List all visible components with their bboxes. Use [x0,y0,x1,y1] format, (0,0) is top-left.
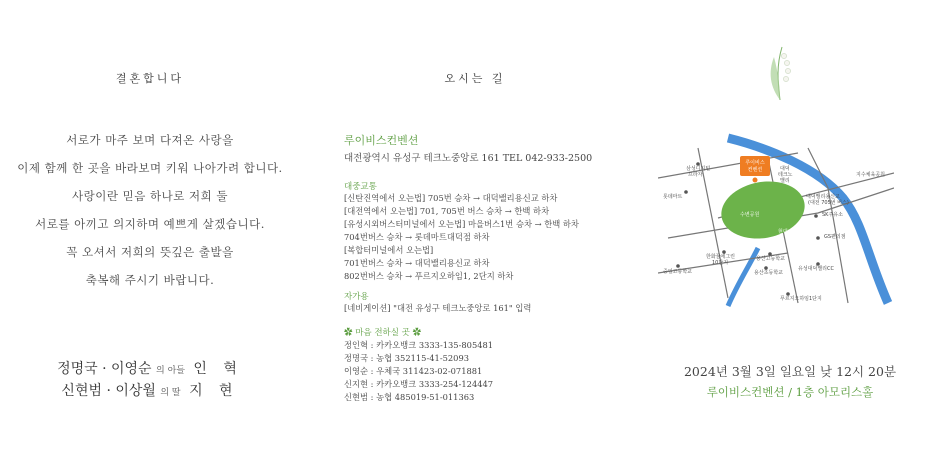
svg-text:삼성디지털: 삼성디지털 [686,166,711,172]
accounts-heading-row [344,326,421,338]
svg-text:푸르지오하임1단지: 푸르지오하임1단지 [780,296,822,302]
svg-text:지수체육공원: 지수체육공원 [856,172,885,178]
bride-relation: 의 딸 [160,388,181,398]
svg-text:테크노: 테크노 [778,172,793,178]
svg-text:용산고등학교: 용산고등학교 [756,256,785,262]
transit-line: [복합터미널에서 오는법] [344,245,434,255]
svg-text:한화꿈에그린: 한화꿈에그린 [706,254,735,260]
location-map [658,128,894,308]
transit-line: [신탄진역에서 오는법] 705번 승차 → 대덕밸리용신교 하차 [344,193,558,203]
venue-pin [740,156,770,176]
transit-line: 701번버스 승차 → 대덕밸리용신교 하차 [344,258,490,268]
transit-line: [대전역에서 오는법] 701, 705번 버스 승차 → 한백 하차 [344,206,550,216]
venue-name: 루이비스컨벤션 [344,134,419,147]
svg-text:SK주유소: SK주유소 [822,212,843,218]
pin-dot [753,178,758,183]
svg-text:용산초등학교: 용산초등학교 [754,270,783,276]
invitation-panel [0,0,300,459]
transit-line: 704번버스 승차 → 롯데마트대덕점 하차 [344,232,490,242]
message-line: 꼭 오셔서 저희의 뜻깊은 출발을 [66,245,234,259]
bride-line [0,380,300,400]
message-line: 서로를 아끼고 의지하며 예쁘게 살겠습니다. [35,217,265,231]
svg-text:롯데마트: 롯데마트 [663,194,683,200]
groom-line [0,358,300,378]
message-line: 서로가 마주 보며 다져온 사랑을 [66,133,234,147]
venue-pin-label: 루이비스 [745,160,765,166]
transit-heading: 대중교통 [344,182,377,192]
svg-text:대덕: 대덕 [780,166,790,172]
svg-text:대덕밸리용신교: 대덕밸리용신교 [806,194,840,200]
svg-text:(대전 705번 버스): (대전 705번 버스) [808,200,849,206]
invitation-title: 결혼합니다 [115,72,185,85]
transit-line: 802번버스 승차 → 푸르지오하임1, 2단지 하차 [344,271,514,281]
svg-text:중일고등학교: 중일고등학교 [663,269,692,275]
groom-relation: 의 아들 [156,366,185,376]
svg-text:유성대덕밸리CC: 유성대덕밸리CC [798,266,834,272]
bride-parents: 신현범 · 이상월 [61,383,156,399]
car-line: [네비게이션] "대전 유성구 테크노중앙로 161" 입력 [344,303,532,313]
message-line: 축복해 주시기 바랍니다. [85,273,215,287]
account-line: 이영순 : 우체국 311423-02-071881 [344,366,483,376]
groom-name: 인 혁 [193,361,243,377]
svg-text:현대아울렛: 현대아울렛 [778,229,803,235]
wedding-place: 루이비스컨벤션 / 1층 아모리스홀 [706,385,874,399]
venue-pin-label: 컨벤션 [747,167,763,173]
svg-text:프라자: 프라자 [688,172,703,178]
venue-address: 대전광역시 유성구 테크노중앙로 161 TEL 042-933-2500 [344,153,593,164]
accounts-heading: 마음 전하실 곳 [355,328,410,338]
directions-panel [330,0,640,459]
groom-parents: 정명국 · 이영순 [57,361,152,377]
account-line: 신현범 : 농협 485019-51-011363 [344,392,475,402]
wedding-date: 2024년 3월 3일 일요일 낮 12시 20분 [683,364,897,379]
svg-text:밸리: 밸리 [780,178,790,184]
account-line: 정명국 : 농협 352115-41-52093 [344,353,470,363]
transit-line: [유성시외버스터미널에서 오는법] 마을버스1번 승차 → 한백 하차 [344,219,579,229]
clover-icon: ✿ [412,328,422,338]
map-panel [650,0,930,459]
bride-name: 지 현 [189,383,239,399]
message-line: 이제 함께 한 곳을 바라보며 키워 나아가려 합니다. [17,161,283,175]
directions-title: 오시는 길 [444,72,506,85]
svg-text:10단지: 10단지 [712,260,729,266]
lily-of-the-valley-icon [760,42,800,102]
account-line: 신지현 : 카카오뱅크 3333-254-124447 [344,379,494,389]
account-line: 정인혁 : 카카오뱅크 3333-135-805481 [344,340,494,350]
svg-text:수변공원: 수변공원 [740,212,760,218]
svg-text:GS편의점: GS편의점 [824,234,846,240]
clover-icon: ✿ [344,328,353,338]
message-line: 사랑이란 믿음 하나로 저희 둘 [72,189,228,203]
car-heading: 자가용 [344,292,369,302]
